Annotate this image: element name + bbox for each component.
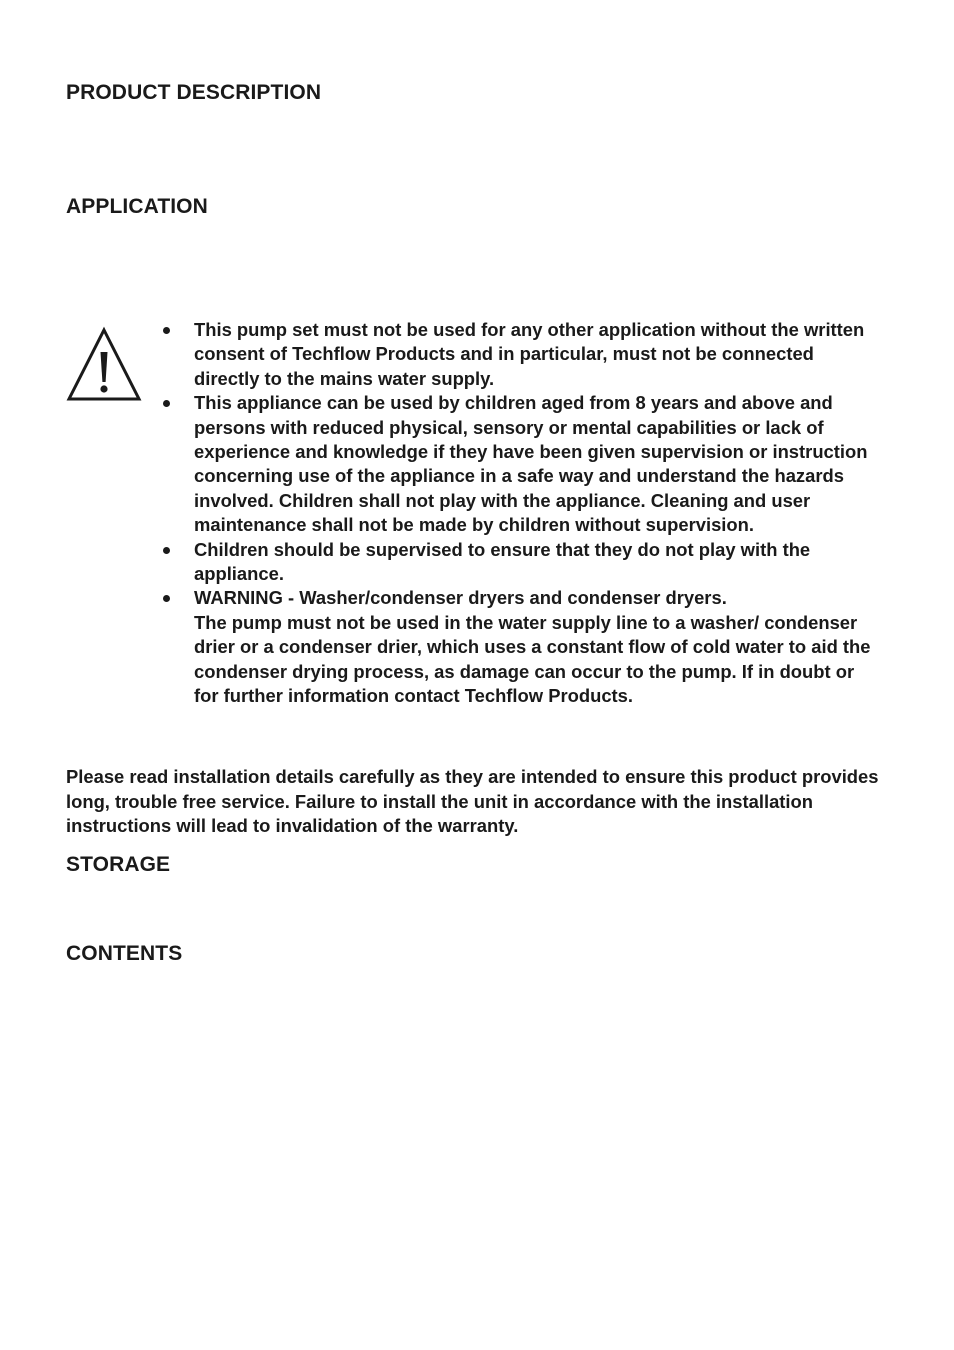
bullet-text: This pump set must not be used for any other application without the written consent of Techflow Products and in particular, must not be connected directly to the mains water supply. (194, 319, 865, 389)
warning-bullet-item (160, 538, 880, 587)
section-heading-product-description: PRODUCT DESCRIPTION (66, 81, 322, 104)
bullet-icon (163, 327, 170, 334)
bullet-text: Children should be supervised to ensure that they do not play with the appliance. (194, 538, 811, 585)
bullet-icon (163, 595, 170, 602)
bullet-text: This appliance can be used by children aged from 8 years and above and persons with reduced physical, sensory or mental capabilities or lack of experience and knowledge if they have been given supervision or instruction concerning use of the appliance in a safe way and understand the hazards involved. Children shall not play with the appliance. Cleaning and user maintenance shall not be made by children without supervision. (194, 392, 868, 536)
bullet-icon (163, 400, 170, 407)
installation-note: Please read installation details carefully as they are intended to ensure this product provides long, trouble free service. Failure to install the unit in accordance with the installation instructions will lead to invalidation of the warranty. (66, 766, 879, 837)
warning-bullet-item (160, 586, 880, 708)
warning-bullet-item (160, 318, 880, 391)
bullet-icon (163, 547, 170, 554)
section-heading-contents: CONTENTS (66, 942, 183, 965)
bullet-text: The pump must not be used in the water supply line to a washer/ condenser drier or a condenser drier, which uses a constant flow of cold water to aid the condenser drying process, as damage can occur to the pump. If in doubt or for further information contact Techflow Products. (194, 611, 871, 707)
warning-bullet-list (160, 318, 880, 709)
bullet-warning-title: WARNING - Washer/condenser dryers and condenser dryers. (194, 587, 727, 609)
warning-triangle-icon (66, 326, 142, 402)
warning-bullet-item (160, 391, 880, 537)
section-heading-storage: STORAGE (66, 853, 171, 876)
section-heading-application: APPLICATION (66, 195, 208, 218)
